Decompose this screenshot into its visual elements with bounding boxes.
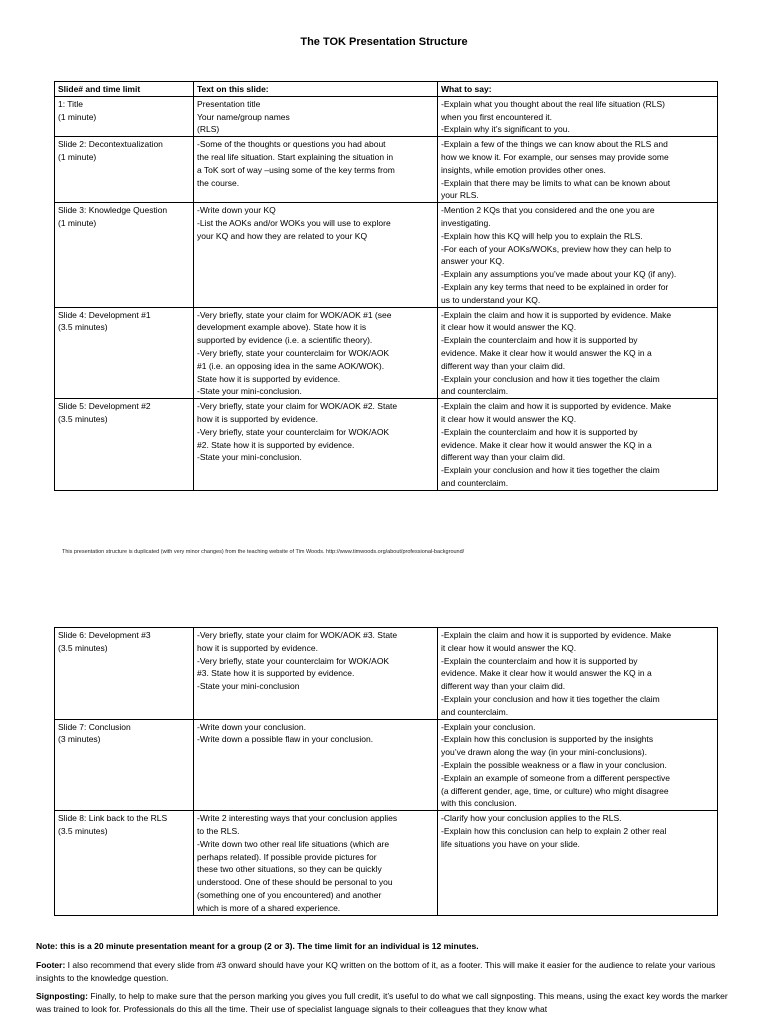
column-header: Slide# and time limit — [55, 82, 194, 97]
cell-line: -Mention 2 KQs that you considered and the one you are — [441, 205, 655, 216]
footer-text: I also recommend that every slide from #3 onward should have your KQ written on the bottom of it, as a footer. This will make it easier for the audience to relate your various insights to the knowledge question. — [36, 959, 716, 983]
cell-line: -Very briefly, state your counterclaim for WOK/AOK — [197, 426, 390, 437]
what-to-say-cell — [438, 307, 718, 399]
cell-line: evidence. Make it clear how it would answer the KQ in a — [441, 347, 652, 358]
column-header: Text on this slide: — [194, 82, 438, 97]
slide-text-cell — [194, 628, 438, 720]
cell-line: -Explain the counterclaim and how it is supported by — [441, 335, 638, 346]
cell-line: a ToK sort of way –using some of the key terms from — [197, 164, 395, 175]
cell-line: #2. State how it is supported by evidence. — [197, 439, 355, 450]
slide-text-cell — [194, 203, 438, 307]
cell-line: the course. — [197, 177, 240, 188]
cell-line: -Explain the claim and how it is supported by evidence. Make — [441, 630, 672, 640]
cell-line: (1 minute) — [58, 151, 97, 162]
what-to-say-cell — [438, 628, 718, 720]
cell-line: (3.5 minutes) — [58, 642, 108, 653]
cell-line: Slide 6: Development #3 — [58, 630, 151, 640]
cell-line: these two other situations, so they can be quickly — [197, 864, 382, 875]
what-to-say-cell — [438, 137, 718, 203]
cell-line: State how it is supported by evidence. — [197, 373, 341, 384]
cell-line: -Explain your conclusion. — [441, 721, 536, 732]
cell-line: investigating. — [441, 217, 491, 228]
cell-line: how we know it. For example, our senses may provide some — [441, 151, 669, 162]
cell-line: different way than your claim did. — [441, 681, 566, 692]
note-label: Note: — [36, 941, 58, 951]
cell-line: with this conclusion. — [441, 798, 517, 809]
cell-line: it clear how it would answer the KQ. — [441, 642, 577, 653]
cell-line: insights, while emotion provides other ones. — [441, 164, 606, 175]
cell-line: -State your mini-conclusion. — [197, 452, 302, 463]
cell-line: (something one of you encountered) and another — [197, 889, 382, 900]
cell-line: -Some of the thoughts or questions you had about — [197, 139, 386, 150]
cell-line: understood. One of these should be personal to you — [197, 877, 393, 888]
cell-line: -Very briefly, state your claim for WOK/AOK #1 (see — [197, 309, 392, 320]
note-paragraph — [36, 940, 736, 953]
cell-line: -Explain how this conclusion can help to explain 2 other real — [441, 825, 667, 836]
slide-time-cell — [55, 96, 194, 136]
source-footnote: This presentation structure is duplicated (with very minor changes) from the teaching website of Tim Woods. http://www.timwoods.org/about/professional-background/ — [62, 549, 465, 555]
cell-line: Your name/group names — [197, 111, 290, 122]
cell-line: evidence. Make it clear how it would answer the KQ in a — [441, 439, 652, 450]
cell-line: 1: Title — [58, 98, 84, 109]
cell-line: Slide 5: Development #2 — [58, 401, 151, 412]
signposting-paragraph — [36, 990, 736, 1016]
slide-time-cell — [55, 811, 194, 915]
what-to-say-cell — [438, 399, 718, 491]
what-to-say-cell — [438, 203, 718, 307]
cell-line: -List the AOKs and/or WOKs you will use to explore — [197, 217, 391, 228]
table-header-row — [55, 82, 718, 97]
cell-line: life situations you have on your slide. — [441, 838, 580, 849]
cell-line: Slide 7: Conclusion — [58, 721, 131, 732]
what-to-say-cell — [438, 719, 718, 811]
cell-line: it clear how it would answer the KQ. — [441, 322, 577, 333]
cell-line: when you first encountered it. — [441, 111, 553, 122]
cell-line: Slide 8: Link back to the RLS — [58, 813, 168, 824]
slide-time-cell — [55, 203, 194, 307]
table-row — [55, 96, 718, 136]
cell-line: #1 (i.e. an opposing idea in the same AOK/WOK). — [197, 360, 385, 371]
cell-line: (3.5 minutes) — [58, 322, 108, 333]
cell-line: -State your mini-conclusion. — [197, 386, 302, 397]
footer-label: Footer: — [36, 959, 66, 970]
cell-line: -Write down your KQ — [197, 205, 276, 216]
table-row — [55, 628, 718, 720]
slide-text-cell — [194, 719, 438, 811]
cell-line: -Explain a few of the things we can know about the RLS and — [441, 139, 668, 150]
cell-line: (1 minute) — [58, 217, 97, 228]
cell-line: your RLS. — [441, 190, 479, 201]
cell-line: development example above). State how it is — [197, 322, 367, 333]
cell-line: Slide 3: Knowledge Question — [58, 205, 168, 216]
table-row — [55, 719, 718, 811]
cell-line: and counterclaim. — [441, 386, 509, 397]
cell-line: -Explain what you thought about the real life situation (RLS) — [441, 98, 665, 109]
cell-line: perhaps related). If possible provide pictures for — [197, 851, 377, 862]
cell-line: #3. State how it is supported by evidence. — [197, 668, 355, 679]
cell-line: -Explain why it’s significant to you. — [441, 124, 570, 135]
cell-line: -Write down two other real life situations (which are — [197, 838, 390, 849]
cell-line: Slide 2: Decontextualization — [58, 139, 163, 150]
slide-time-cell — [55, 719, 194, 811]
cell-line: how it is supported by evidence. — [197, 642, 318, 653]
cell-line: -Write down a possible flaw in your conclusion. — [197, 734, 374, 745]
what-to-say-cell — [438, 811, 718, 915]
cell-line: and counterclaim. — [441, 706, 509, 717]
signposting-label: Signposting: — [36, 991, 88, 1002]
cell-line: evidence. Make it clear how it would answer the KQ in a — [441, 668, 652, 679]
cell-line: -Explain the claim and how it is supported by evidence. Make — [441, 309, 672, 320]
cell-line: answer your KQ. — [441, 256, 505, 267]
cell-line: -Explain the counterclaim and how it is supported by — [441, 655, 638, 666]
cell-line: -Explain the counterclaim and how it is supported by — [441, 426, 638, 437]
slide-time-cell — [55, 307, 194, 399]
table-row — [55, 811, 718, 915]
cell-line: -Explain how this conclusion is supported by the insights — [441, 734, 654, 745]
cell-line: -Very briefly, state your claim for WOK/AOK #3. State — [197, 630, 398, 640]
cell-line: -Explain your conclusion and how it ties together the claim — [441, 693, 660, 704]
presentation-table-2 — [54, 627, 718, 916]
table-row — [55, 399, 718, 491]
slide-text-cell — [194, 96, 438, 136]
cell-line: -Clarify how your conclusion applies to the RLS. — [441, 813, 622, 824]
table-row — [55, 203, 718, 307]
table-row — [55, 307, 718, 399]
cell-line: to the RLS. — [197, 825, 240, 836]
cell-line: different way than your claim did. — [441, 360, 566, 371]
cell-line: you’ve drawn along the way (in your mini-conclusions). — [441, 747, 647, 758]
cell-line: -Write 2 interesting ways that your conclusion applies — [197, 813, 398, 824]
notes-section — [36, 940, 736, 1022]
cell-line: (3 minutes) — [58, 734, 101, 745]
cell-line: -State your mini-conclusion — [197, 681, 300, 692]
cell-line: -Explain your conclusion and how it ties together the claim — [441, 373, 660, 384]
signposting-text: Finally, to help to make sure that the person marking you gives you full credit, it’s useful to do what we call signposting. This means, using the exact key words the marker was trained to look for. Professionals do this all the time. Their use of specialist language signals to their colleagues that they know what — [36, 991, 728, 1015]
cell-line: -Explain how this KQ will help you to explain the RLS. — [441, 230, 643, 241]
note-text: this is a 20 minute presentation meant for a group (2 or 3). The time limit for an individual is 12 minutes. — [60, 941, 479, 951]
cell-line: and counterclaim. — [441, 477, 509, 488]
cell-line: -Very briefly, state your claim for WOK/AOK #2. State — [197, 401, 398, 412]
slide-time-cell — [55, 137, 194, 203]
slide-text-cell — [194, 811, 438, 915]
what-to-say-cell — [438, 96, 718, 136]
cell-line: -Explain any assumptions you’ve made about your KQ (if any). — [441, 269, 677, 280]
cell-line: how it is supported by evidence. — [197, 413, 318, 424]
cell-line: us to understand your KQ. — [441, 294, 541, 305]
cell-line: (3.5 minutes) — [58, 825, 108, 836]
slide-time-cell — [55, 399, 194, 491]
cell-line: Presentation title — [197, 98, 261, 109]
footer-paragraph — [36, 959, 736, 985]
column-header: What to say: — [438, 82, 718, 97]
cell-line: supported by evidence (i.e. a scientific theory). — [197, 335, 373, 346]
cell-line: Slide 4: Development #1 — [58, 309, 151, 320]
cell-line: -Write down your conclusion. — [197, 721, 306, 732]
presentation-table-1 — [54, 81, 718, 491]
slide-text-cell — [194, 399, 438, 491]
cell-line: (a different gender, age, time, or culture) who might disagree — [441, 785, 669, 796]
cell-line: -Explain your conclusion and how it ties together the claim — [441, 465, 660, 476]
cell-line: -Very briefly, state your counterclaim for WOK/AOK — [197, 347, 390, 358]
document-title: The TOK Presentation Structure — [300, 36, 468, 48]
cell-line: the real life situation. Start explaining the situation in — [197, 151, 394, 162]
cell-line: -Explain any key terms that need to be explained in order for — [441, 281, 669, 292]
cell-line: your KQ and how they are related to your KQ — [197, 230, 368, 241]
cell-line: -Explain that there may be limits to what can be known about — [441, 177, 671, 188]
slide-time-cell — [55, 628, 194, 720]
table-row — [55, 137, 718, 203]
cell-line: -Explain an example of someone from a different perspective — [441, 772, 670, 783]
cell-line: different way than your claim did. — [441, 452, 566, 463]
slide-text-cell — [194, 137, 438, 203]
cell-line: -Very briefly, state your counterclaim for WOK/AOK — [197, 655, 390, 666]
cell-line: (3.5 minutes) — [58, 413, 108, 424]
slide-text-cell — [194, 307, 438, 399]
cell-line: (RLS) — [197, 124, 220, 135]
cell-line: -Explain the claim and how it is supported by evidence. Make — [441, 401, 672, 412]
cell-line: which is more of a shared experience. — [197, 902, 341, 913]
cell-line: -For each of your AOKs/WOKs, preview how they can help to — [441, 243, 672, 254]
cell-line: (1 minute) — [58, 111, 97, 122]
cell-line: it clear how it would answer the KQ. — [441, 413, 577, 424]
cell-line: -Explain the possible weakness or a flaw in your conclusion. — [441, 759, 667, 770]
